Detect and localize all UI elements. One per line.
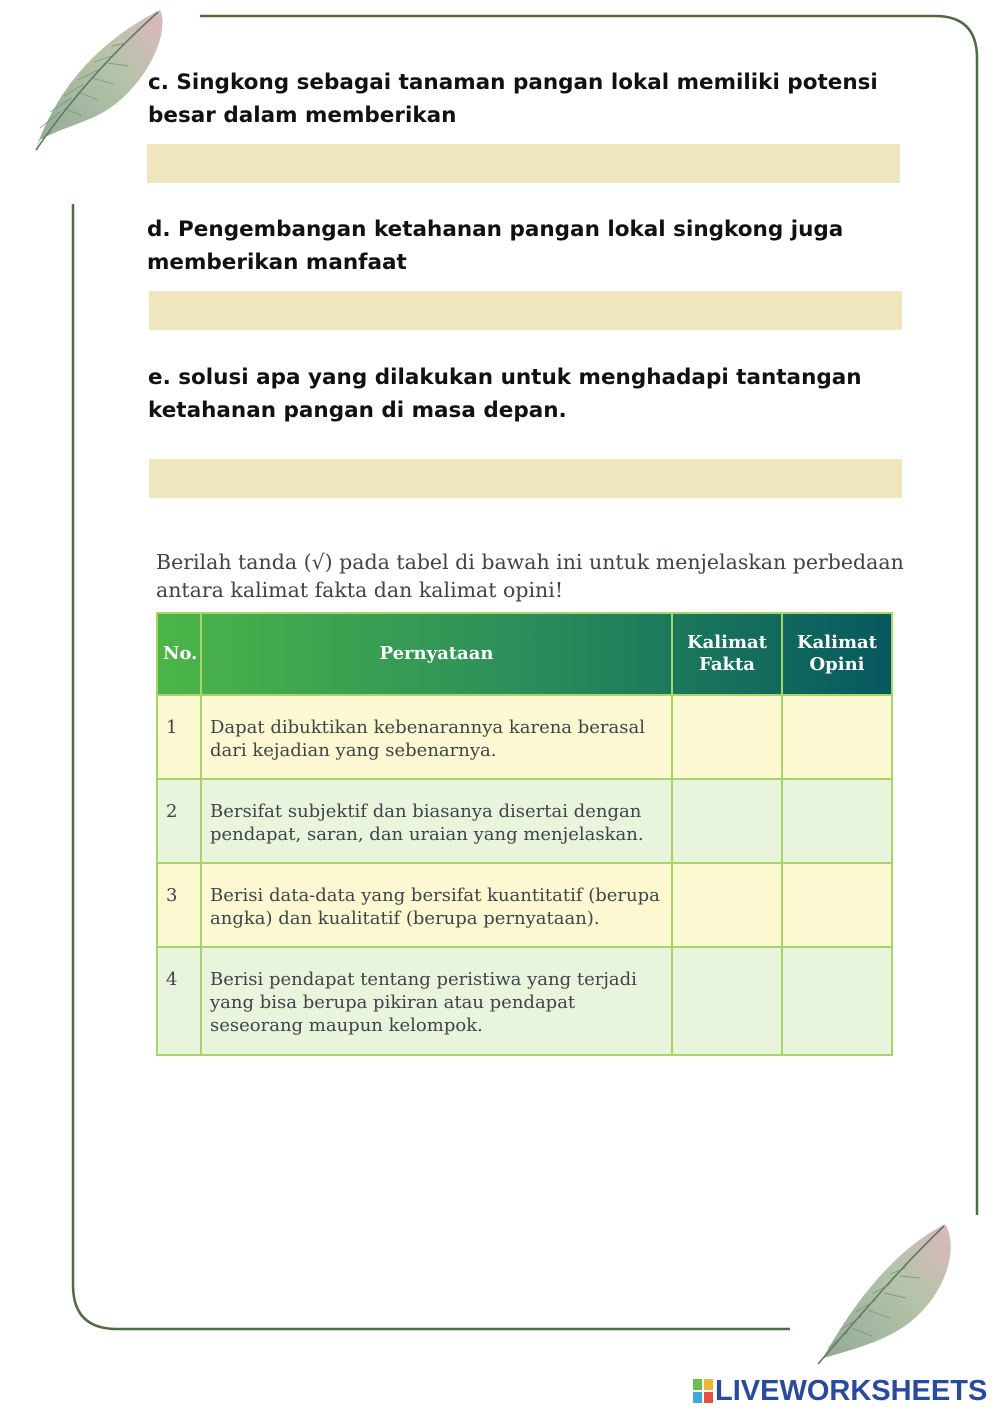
question-e: e. solusi apa yang dilakukan untuk menghadapi tantangan ketahanan pangan di masa depan.	[148, 365, 862, 423]
header-opinion: Kalimat Opini	[782, 613, 892, 695]
row-number: 3	[157, 863, 201, 947]
liveworksheets-logo-icon	[693, 1379, 713, 1403]
brand-name: LIVEWORKSHEETS	[715, 1374, 988, 1407]
table-row	[157, 863, 892, 947]
opinion-check-cell[interactable]	[782, 863, 892, 947]
fact-check-cell[interactable]	[672, 779, 782, 863]
opinion-check-cell[interactable]	[782, 695, 892, 779]
answer-input-e[interactable]	[149, 459, 902, 498]
row-number: 4	[157, 947, 201, 1055]
header-statement: Pernyataan	[201, 613, 672, 695]
table-row	[157, 947, 892, 1055]
opinion-check-cell[interactable]	[782, 947, 892, 1055]
answer-input-d[interactable]	[149, 291, 902, 330]
question-c: c. Singkong sebagai tanaman pangan lokal memiliki potensi besar dalam memberikan	[148, 70, 878, 128]
row-statement: Bersifat subjektif dan biasanya disertai dengan pendapat, saran, dan uraian yang menjelaskan.	[201, 779, 672, 863]
row-statement: Berisi pendapat tentang peristiwa yang terjadi yang bisa berupa pikiran atau pendapat seseorang maupun kelompok.	[201, 947, 672, 1055]
row-number: 1	[157, 695, 201, 779]
header-no: No.	[157, 613, 201, 695]
header-fact: Kalimat Fakta	[672, 613, 782, 695]
table-row	[157, 779, 892, 863]
fact-check-cell[interactable]	[672, 863, 782, 947]
answer-input-c[interactable]	[147, 144, 900, 183]
table-instruction: Berilah tanda (√) pada tabel di bawah ini untuk menjelaskan perbedaan antara kalimat fakta dan kalimat opini!	[156, 550, 904, 602]
opinion-check-cell[interactable]	[782, 779, 892, 863]
liveworksheets-brand[interactable]	[693, 1373, 987, 1409]
row-number: 2	[157, 779, 201, 863]
leaf-decoration-icon	[810, 1218, 970, 1368]
question-d: d. Pengembangan ketahanan pangan lokal singkong juga memberikan manfaat	[147, 217, 844, 275]
row-statement: Dapat dibuktikan kebenarannya karena berasal dari kejadian yang sebenarnya.	[201, 695, 672, 779]
fact-check-cell[interactable]	[672, 695, 782, 779]
row-statement: Berisi data-data yang bersifat kuantitatif (berupa angka) dan kualitatif (berupa pernyataan).	[201, 863, 672, 947]
fact-opinion-table	[156, 612, 893, 1056]
fact-check-cell[interactable]	[672, 947, 782, 1055]
table-header-row	[157, 613, 892, 695]
table-row	[157, 695, 892, 779]
